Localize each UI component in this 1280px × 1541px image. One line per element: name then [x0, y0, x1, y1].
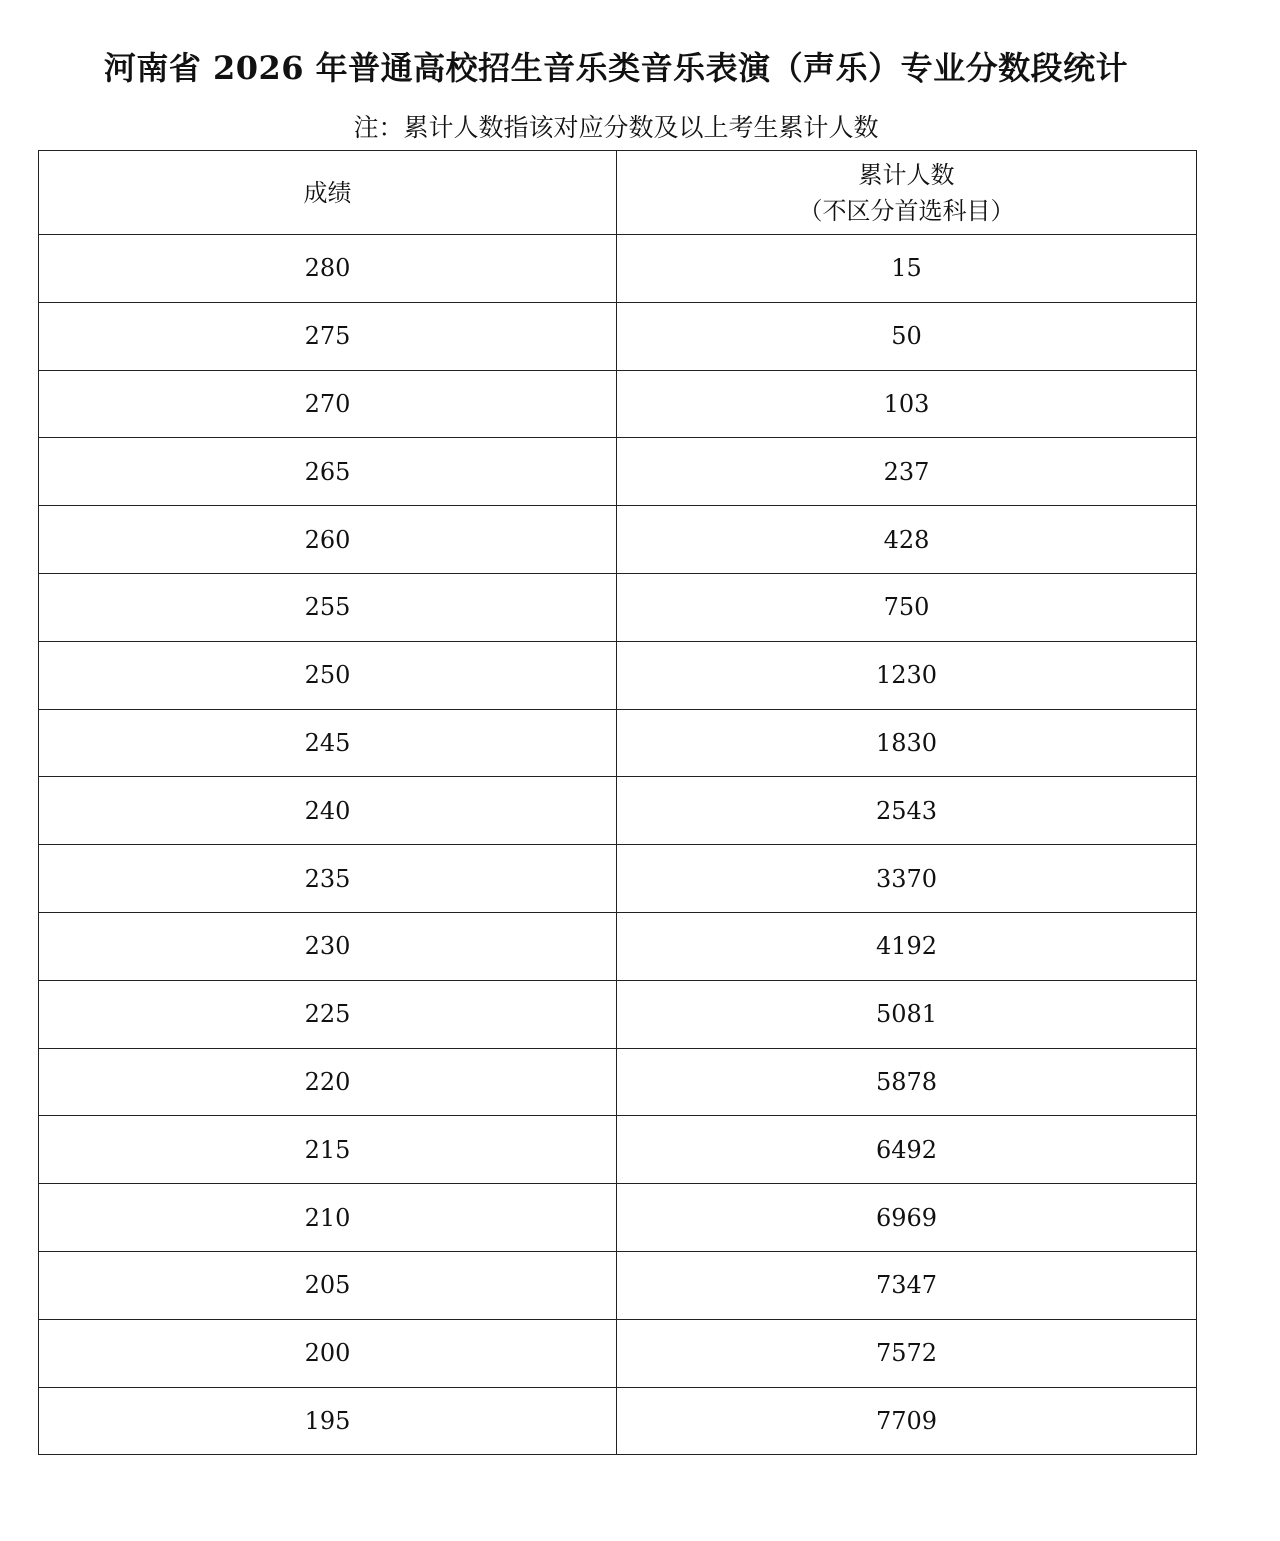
score-cell: 195	[39, 1387, 617, 1455]
table-body	[39, 235, 1197, 1455]
cumulative-count-cell: 750	[617, 573, 1197, 641]
score-cell: 265	[39, 438, 617, 506]
table-row	[39, 1184, 1197, 1252]
cumulative-count-header-label: 累计人数	[858, 160, 955, 189]
score-cell: 210	[39, 1184, 617, 1252]
cumulative-count-cell: 7347	[617, 1251, 1197, 1319]
score-distribution-table	[38, 150, 1197, 1455]
cumulative-count-cell: 7572	[617, 1319, 1197, 1387]
score-header-label: 成绩	[303, 178, 352, 207]
score-cell: 240	[39, 777, 617, 845]
score-cell: 200	[39, 1319, 617, 1387]
table-row	[39, 573, 1197, 641]
table-row	[39, 235, 1197, 303]
table-row	[39, 1319, 1197, 1387]
score-cell: 235	[39, 845, 617, 913]
cumulative-count-column-header	[617, 151, 1197, 235]
score-cell: 215	[39, 1116, 617, 1184]
score-cell: 255	[39, 573, 617, 641]
table-row	[39, 370, 1197, 438]
score-cell: 230	[39, 912, 617, 980]
score-cell: 225	[39, 980, 617, 1048]
cumulative-count-header-sublabel: （不区分首选科目）	[798, 196, 1015, 225]
cumulative-count-cell: 1830	[617, 709, 1197, 777]
cumulative-count-cell: 103	[617, 370, 1197, 438]
score-cell: 250	[39, 641, 617, 709]
table-row	[39, 1048, 1197, 1116]
table-row	[39, 709, 1197, 777]
cumulative-count-cell: 237	[617, 438, 1197, 506]
cumulative-count-cell: 5081	[617, 980, 1197, 1048]
score-column-header	[39, 151, 617, 235]
cumulative-count-cell: 2543	[617, 777, 1197, 845]
score-cell: 280	[39, 235, 617, 303]
score-cell: 260	[39, 506, 617, 574]
cumulative-count-cell: 428	[617, 506, 1197, 574]
score-cell: 205	[39, 1251, 617, 1319]
table-row	[39, 1116, 1197, 1184]
document-title: 河南省 2026 年普通高校招生音乐类音乐表演（声乐）专业分数段统计	[103, 49, 1129, 87]
cumulative-count-cell: 4192	[617, 912, 1197, 980]
cumulative-count-cell: 15	[617, 235, 1197, 303]
cumulative-count-cell: 1230	[617, 641, 1197, 709]
table-row	[39, 845, 1197, 913]
cumulative-count-cell: 6969	[617, 1184, 1197, 1252]
table-row	[39, 641, 1197, 709]
table-note: 注：累计人数指该对应分数及以上考生累计人数	[353, 113, 879, 142]
score-cell: 270	[39, 370, 617, 438]
score-cell: 275	[39, 302, 617, 370]
table-header-row	[39, 151, 1197, 235]
cumulative-count-cell: 7709	[617, 1387, 1197, 1455]
score-cell: 245	[39, 709, 617, 777]
table-row	[39, 980, 1197, 1048]
table-row	[39, 438, 1197, 506]
table-row	[39, 777, 1197, 845]
cumulative-count-cell: 5878	[617, 1048, 1197, 1116]
table-row	[39, 506, 1197, 574]
cumulative-count-cell: 50	[617, 302, 1197, 370]
table-row	[39, 1251, 1197, 1319]
table-row	[39, 302, 1197, 370]
table-row	[39, 912, 1197, 980]
score-cell: 220	[39, 1048, 617, 1116]
cumulative-count-cell: 3370	[617, 845, 1197, 913]
table-row	[39, 1387, 1197, 1455]
cumulative-count-cell: 6492	[617, 1116, 1197, 1184]
